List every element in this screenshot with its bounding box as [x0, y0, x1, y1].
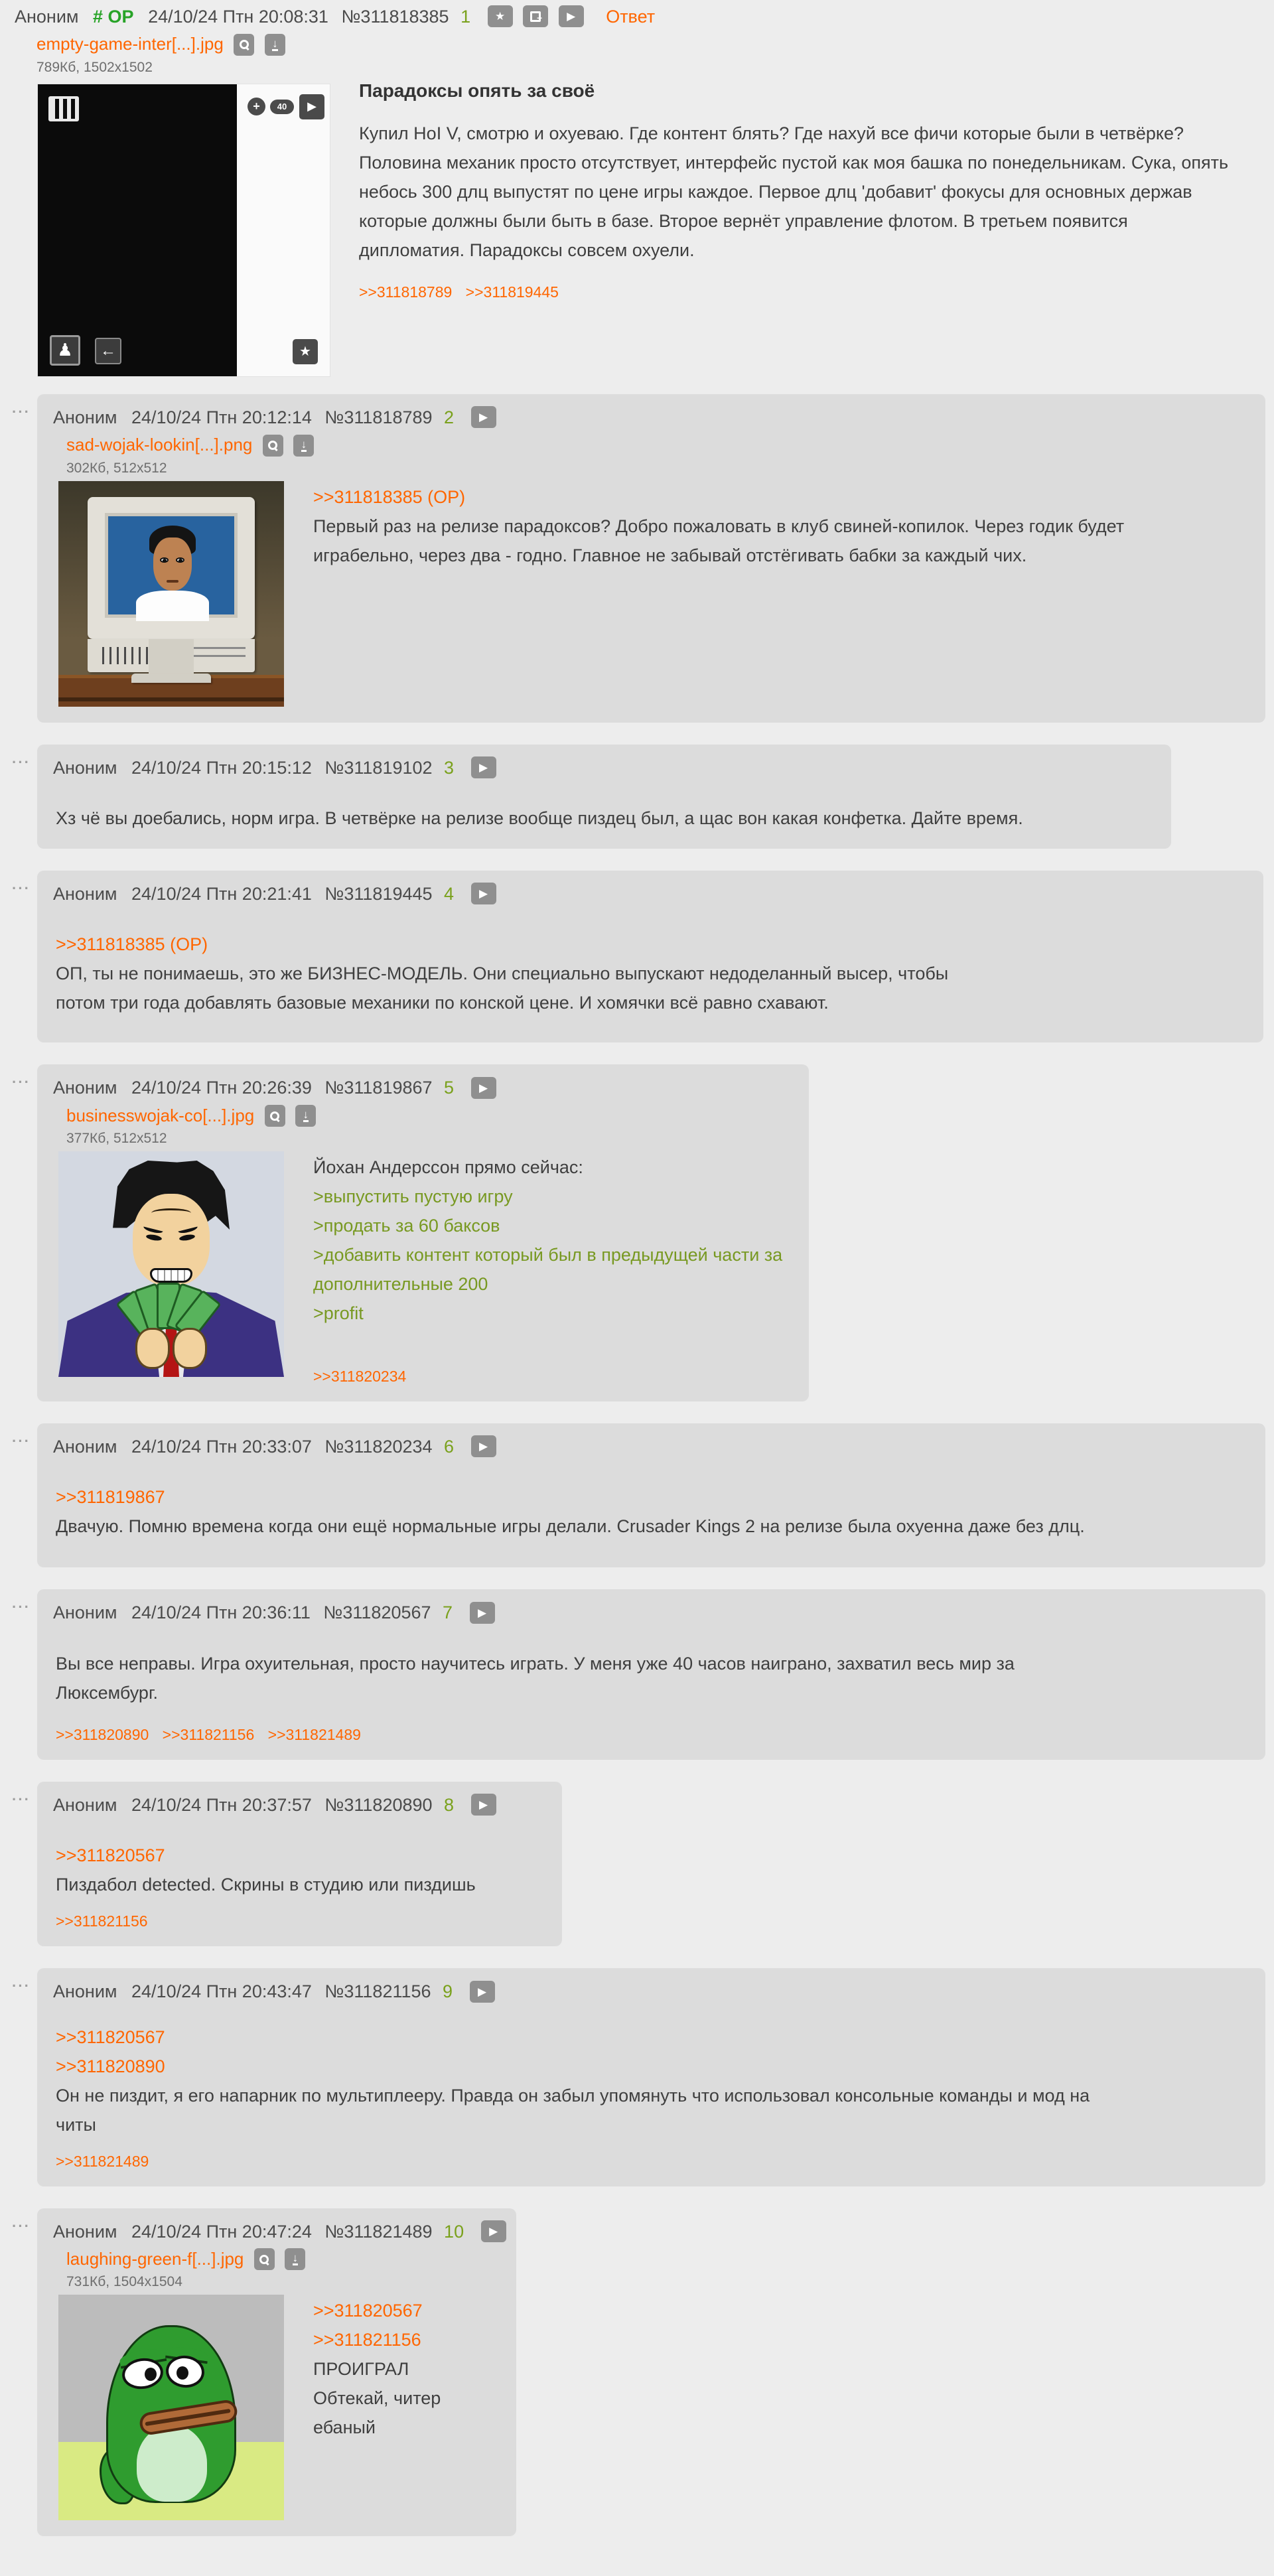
game-grid-icon	[48, 96, 79, 121]
autoscroll-button[interactable]	[471, 883, 496, 904]
op-post-text	[359, 76, 1248, 301]
search-image-button[interactable]	[265, 1105, 285, 1127]
monitor-screen-art	[105, 513, 238, 618]
post-body-line: ПРОИГРАЛ	[313, 2359, 409, 2380]
post-date: 24/10/24 Птн 20:33:07	[131, 1437, 312, 1457]
game-play-icon: ▶	[299, 94, 324, 119]
post-body: Двачую. Помню времена когда они ещё нормальные игры делали. Crusader Kings 2 на релизе была охуенна даже без длц.	[56, 1516, 1085, 1537]
post-ordinal: 1	[460, 7, 471, 27]
play-icon: ▶	[479, 887, 488, 900]
search-image-button[interactable]	[254, 2248, 275, 2270]
play-icon: ▶	[567, 10, 576, 23]
autoscroll-button[interactable]	[471, 756, 496, 778]
post-date: 24/10/24 Птн 20:37:57	[131, 1794, 312, 1815]
reply-quote-link[interactable]: >>311820567	[56, 2027, 165, 2047]
download-button[interactable]	[265, 34, 285, 56]
play-icon: ▶	[479, 1440, 488, 1453]
post	[12, 1589, 1265, 1759]
post-number-link[interactable]: №311820234	[324, 1437, 433, 1457]
play-icon: ▶	[479, 411, 488, 424]
post-ordinal: 6	[444, 1437, 455, 1457]
post	[12, 1064, 809, 1401]
post-date: 24/10/24 Птн 20:21:41	[131, 883, 312, 904]
post-body: ОП, ты не понимаешь, это же БИЗНЕС-МОДЕЛЬ. Они специально выпускают недоделанный высер, чтобы потом три года добавлять базовые механики по конской цене. И хомячки всё равно схавают.	[56, 964, 949, 1013]
post-body-line: Обтекай, читер ебаный	[313, 2388, 441, 2438]
post-date: 24/10/24 Птн 20:36:11	[131, 1603, 311, 1623]
backlink[interactable]: >>311819445	[465, 283, 559, 301]
play-icon: ▶	[479, 1798, 488, 1812]
file-meta: 731Кб, 1504x1504	[66, 2274, 182, 2290]
autoscroll-button[interactable]	[471, 1794, 496, 1816]
post-author: Аноним	[53, 883, 117, 904]
post-menu-dots[interactable]: ···	[12, 1977, 31, 1995]
post-number-link[interactable]: №311821489	[324, 2221, 433, 2242]
post-backlinks	[56, 2153, 1245, 2171]
magnifier-icon	[268, 441, 277, 450]
game-sidebar-panel	[237, 84, 330, 376]
post-menu-dots[interactable]: ···	[12, 753, 31, 770]
play-icon: ▶	[489, 2224, 498, 2238]
post-number-link[interactable]: №311819445	[324, 883, 433, 904]
op-file-block	[36, 33, 1274, 76]
post-body: Хз чё вы доебались, норм игра. В четвёрке на релизе вообще пиздец был, а щас вон какая конфетка. Дайте время.	[56, 808, 1023, 828]
file-name-link[interactable]: laughing-green-f[...].jpg	[66, 2248, 244, 2269]
post-ordinal: 9	[443, 1981, 453, 2002]
op-badge: # OP	[93, 7, 134, 27]
post-menu-dots[interactable]: ···	[12, 1433, 31, 1449]
backlink[interactable]: >>311821156	[56, 1912, 148, 1930]
greentext-line: >profit	[313, 1303, 364, 1323]
post-image-thumbnail[interactable]	[58, 1151, 284, 1377]
reply-quote-link[interactable]: >>311818385 (OP)	[313, 486, 466, 507]
backlink[interactable]: >>311820234	[313, 1368, 407, 1385]
op-post	[0, 5, 1274, 376]
post-menu-dots[interactable]: ···	[12, 1790, 31, 1808]
post-menu-dots[interactable]: ···	[12, 1074, 31, 1091]
download-icon: ↓	[303, 1108, 309, 1121]
post-number-link[interactable]: №311820890	[324, 1794, 433, 1815]
download-icon: ↓	[272, 36, 278, 50]
backlink[interactable]: >>311820890	[56, 1725, 149, 1743]
post-ordinal: 5	[444, 1078, 455, 1098]
reply-link[interactable]: Ответ	[606, 7, 656, 27]
autoscroll-button[interactable]	[470, 1981, 495, 2003]
reply-quote-link[interactable]: >>311820567	[56, 1845, 165, 1866]
post-body: Первый раз на релизе парадоксов? Добро пожаловать в клуб свиней-копилок. Через годик будет играбельно, через два - годно. Главное не забывай отстёгивать бабки за каждый чих.	[313, 516, 1125, 565]
post-author: Аноним	[53, 1603, 117, 1623]
star-icon: ★	[495, 10, 506, 23]
op-image-thumbnail[interactable]	[38, 84, 330, 376]
post-backlinks	[56, 1726, 1245, 1744]
play-icon: ▶	[479, 760, 488, 774]
play-icon: ▶	[478, 1985, 487, 1998]
post-ordinal: 2	[444, 407, 455, 427]
post	[12, 1423, 1265, 1567]
magnifier-icon	[259, 2255, 269, 2264]
post-ordinal: 7	[443, 1603, 453, 1623]
post-number-link[interactable]: №311819867	[324, 1078, 433, 1098]
magnifier-icon	[240, 40, 249, 49]
game-star-icon: ★	[293, 339, 318, 364]
post-date: 24/10/24 Птн 20:43:47	[131, 1981, 312, 2002]
post-author: Аноним	[53, 1794, 117, 1815]
post-date: 24/10/24 Птн 20:26:39	[131, 1078, 312, 1098]
backlink[interactable]: >>311821489	[56, 2152, 149, 2170]
autoscroll-button[interactable]	[471, 1077, 496, 1099]
game-counter-badge: 40	[270, 100, 294, 114]
download-button[interactable]	[285, 2248, 305, 2270]
post-menu-dots[interactable]: ···	[12, 879, 31, 896]
play-icon: ▶	[478, 1606, 487, 1619]
backlink[interactable]: >>311821156	[162, 1725, 255, 1743]
op-post-header	[15, 5, 1274, 29]
post-menu-dots[interactable]: ···	[12, 1599, 31, 1616]
file-name-link[interactable]: empty-game-inter[...].jpg	[36, 34, 224, 54]
post-author: Аноним	[53, 1437, 117, 1457]
post-ordinal: 10	[444, 2221, 464, 2242]
post-number-link[interactable]: №311819102	[324, 757, 433, 778]
post-body: Вы все неправы. Игра охуительная, просто научитесь играть. У меня уже 40 часов наиграно, захватил весь мир за Люксембург.	[56, 1653, 1015, 1703]
reply-quote-link[interactable]: >>311820567	[313, 2301, 423, 2321]
reply-quote-link[interactable]: >>311819867	[56, 1487, 165, 1508]
file-name-link[interactable]: sad-wojak-lookin[...].png	[66, 435, 253, 455]
file-name-link[interactable]: businesswojak-co[...].jpg	[66, 1105, 255, 1125]
post-backlinks	[313, 1368, 789, 1386]
post-number-link[interactable]: №311818385	[341, 7, 449, 27]
post-ordinal: 8	[444, 1794, 455, 1815]
post-number-link[interactable]: №311818789	[324, 407, 433, 427]
post-date: 24/10/24 Птн 20:15:12	[131, 757, 312, 778]
file-meta: 302Кб, 512x512	[66, 460, 167, 476]
greentext-line: >продать за 60 баксов	[313, 1216, 500, 1236]
post	[12, 1968, 1265, 2186]
magnifier-icon	[270, 1111, 279, 1121]
download-button[interactable]	[293, 435, 314, 457]
crt-monitor-art	[88, 497, 255, 639]
post-number-link[interactable]: №311820567	[323, 1603, 431, 1623]
search-image-button[interactable]	[263, 435, 283, 457]
autoscroll-button[interactable]	[471, 406, 496, 428]
download-icon: ↓	[301, 437, 307, 451]
post-ordinal: 4	[444, 883, 455, 904]
post-backlinks	[56, 1912, 542, 1930]
post-body: Пиздабол detected. Скрины в студию или пиздишь	[56, 1875, 476, 1895]
autoscroll-button[interactable]	[470, 1602, 495, 1624]
post-menu-dots[interactable]: ···	[12, 2217, 31, 2234]
download-icon: ↓	[292, 2252, 299, 2265]
game-back-arrow-icon: ←	[95, 338, 121, 364]
post-ordinal: 3	[444, 757, 455, 778]
post-number-link[interactable]: №311821156	[324, 1981, 431, 2002]
post-date: 24/10/24 Птн 20:08:31	[148, 7, 328, 27]
post	[12, 2208, 516, 2537]
post	[12, 394, 1265, 723]
file-meta: 377Кб, 512x512	[66, 1131, 167, 1146]
post-body: Он не пиздит, я его напарник по мультиплееру. Правда он забыл упомянуть что использовал консольные команды и мод на читы	[56, 2085, 1090, 2135]
post-menu-dots[interactable]: ···	[12, 403, 31, 420]
post-author: Аноним	[53, 1078, 117, 1098]
add-square-icon	[530, 11, 541, 22]
post-date: 24/10/24 Птн 20:12:14	[131, 407, 312, 427]
reply-quote-link[interactable]: >>311818385 (OP)	[56, 934, 208, 955]
post-author: Аноним	[53, 407, 117, 427]
game-plus-icon: +	[248, 98, 265, 115]
expand-thread-button[interactable]	[523, 5, 548, 27]
game-pawn-icon: ♟	[50, 335, 80, 366]
search-image-button[interactable]	[234, 34, 254, 56]
file-meta: 789Кб, 1502x1502	[36, 59, 153, 75]
autoscroll-button[interactable]	[481, 2220, 506, 2242]
post-author: Аноним	[15, 7, 79, 27]
post-image-thumbnail[interactable]	[58, 2295, 284, 2520]
reply-quote-link[interactable]: >>311821156	[313, 2330, 421, 2350]
reply-quote-link[interactable]: >>311820890	[56, 2056, 165, 2076]
post-author: Аноним	[53, 2221, 117, 2242]
post	[12, 871, 1263, 1042]
post-image-thumbnail[interactable]	[58, 481, 284, 707]
backlink[interactable]: >>311821489	[267, 1725, 361, 1743]
post	[12, 745, 1171, 849]
download-button[interactable]	[295, 1105, 316, 1127]
post-body: Йохан Андерссон прямо сейчас:	[313, 1157, 583, 1177]
post-date: 24/10/24 Птн 20:47:24	[131, 2221, 312, 2242]
greentext-line: >добавить контент который был в предыдущей части за дополнительные 200	[313, 1245, 783, 1294]
post-author: Аноним	[53, 1981, 117, 2002]
post-backlinks	[359, 283, 1248, 301]
play-icon: ▶	[479, 1081, 488, 1094]
autoscroll-button[interactable]	[471, 1435, 496, 1457]
post-body: Купил HoI V, смотрю и охуеваю. Где контент блять? Где нахуй все фичи которые были в четвёрке? Половина механик просто отсутствует, интерфейс пустой как моя башка по понедельникам. Сука, опять небось 300 длц выпустят по цене игры каждое. Первое длц 'добавит' фокусы для основных держав которые должны были быть в базе. Второе вернёт управление флотом. В третьем появится дипломатия. Парадоксы совсем охуели.	[359, 123, 1229, 260]
post	[12, 1782, 562, 1946]
greentext-line: >выпустить пустую игру	[313, 1186, 513, 1206]
favorite-button[interactable]	[488, 5, 513, 27]
autoscroll-button[interactable]	[559, 5, 584, 27]
thread-title: Парадоксы опять за своё	[359, 80, 595, 101]
post-author: Аноним	[53, 757, 117, 778]
backlink[interactable]: >>311818789	[359, 283, 453, 301]
